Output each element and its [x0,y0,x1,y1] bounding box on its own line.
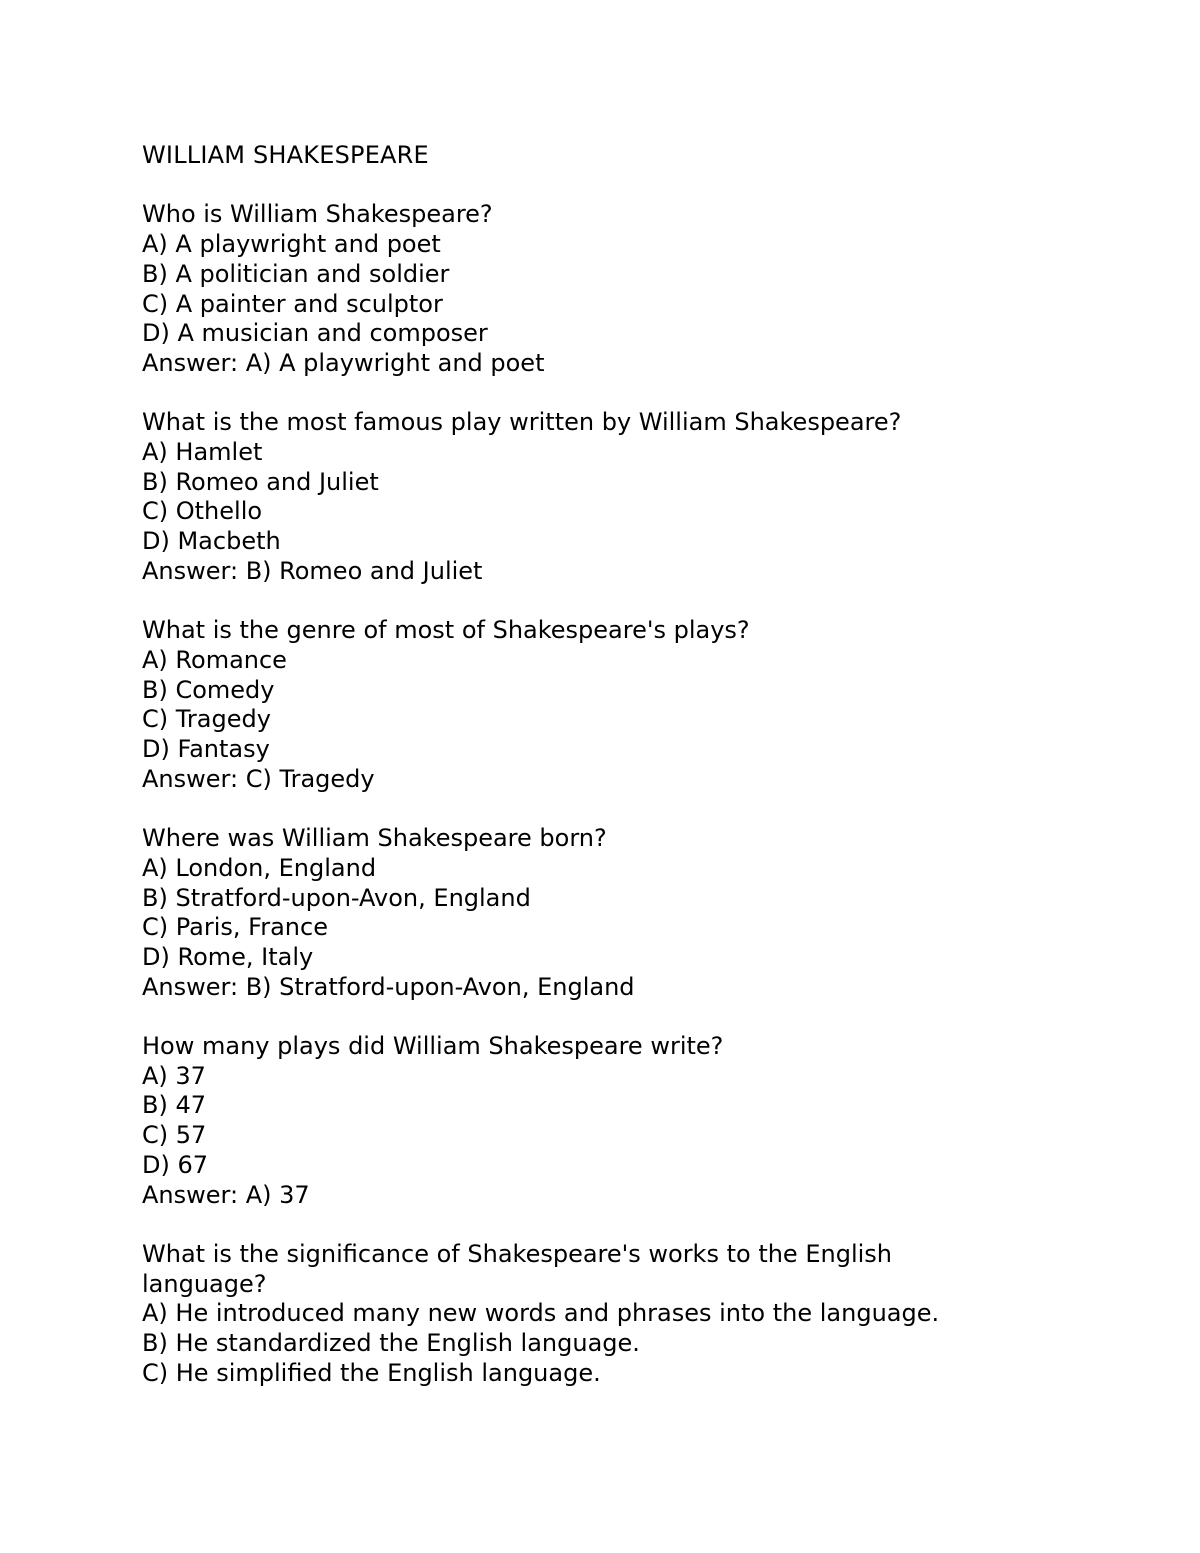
option-a: A) Romance [142,645,287,674]
answer-text: Answer: A) 37 [142,1180,310,1209]
option-b: B) Romeo and Juliet [142,467,379,496]
option-c: C) Paris, France [142,913,328,942]
option-d: D) Rome, Italy [142,942,314,971]
question-block [142,200,1022,378]
question-block [142,1240,1022,1389]
question-text: Who is William Shakespeare? [142,200,493,229]
document-content [142,141,1022,1388]
question-text: Where was William Shakespeare born? [142,824,607,853]
option-d: D) A musician and composer [142,319,488,348]
question-block [142,824,1022,1002]
option-a: A) A playwright and poet [142,230,441,259]
question-text: How many plays did William Shakespeare write? [142,1032,724,1061]
spacer [142,171,1022,201]
question-text: What is the significance of Shakespeare's works to the English language? [142,1239,900,1298]
document-title: WILLIAM SHAKESPEARE [142,141,429,169]
answer-text: Answer: C) Tragedy [142,764,375,793]
answer-text: Answer: B) Stratford-upon-Avon, England [142,972,635,1001]
question-block [142,616,1022,794]
option-c: C) A painter and sculptor [142,289,443,318]
option-a: A) He introduced many new words and phrases into the language. [142,1299,940,1328]
option-b: B) He standardized the English language. [142,1329,640,1358]
option-c: C) 57 [142,1121,207,1150]
option-c: C) He simplified the English language. [142,1358,601,1387]
question-text: What is the most famous play written by William Shakespeare? [142,408,902,437]
option-d: D) 67 [142,1150,209,1179]
option-d: D) Fantasy [142,735,270,764]
answer-text: Answer: B) Romeo and Juliet [142,556,483,585]
option-b: B) Comedy [142,675,275,704]
question-text: What is the genre of most of Shakespeare's plays? [142,616,750,645]
option-b: B) 47 [142,1091,206,1120]
question-block [142,1032,1022,1210]
question-block [142,408,1022,586]
option-a: A) 37 [142,1061,206,1090]
spacer [142,379,1022,409]
option-d: D) Macbeth [142,527,281,556]
spacer [142,1210,1022,1240]
option-b: B) Stratford-upon-Avon, England [142,883,531,912]
option-a: A) London, England [142,853,377,882]
answer-text: Answer: A) A playwright and poet [142,348,545,377]
option-b: B) A politician and soldier [142,259,450,288]
option-c: C) Tragedy [142,705,271,734]
spacer [142,794,1022,824]
option-a: A) Hamlet [142,438,263,466]
spacer [142,587,1022,617]
option-c: C) Othello [142,497,263,526]
spacer [142,1002,1022,1032]
